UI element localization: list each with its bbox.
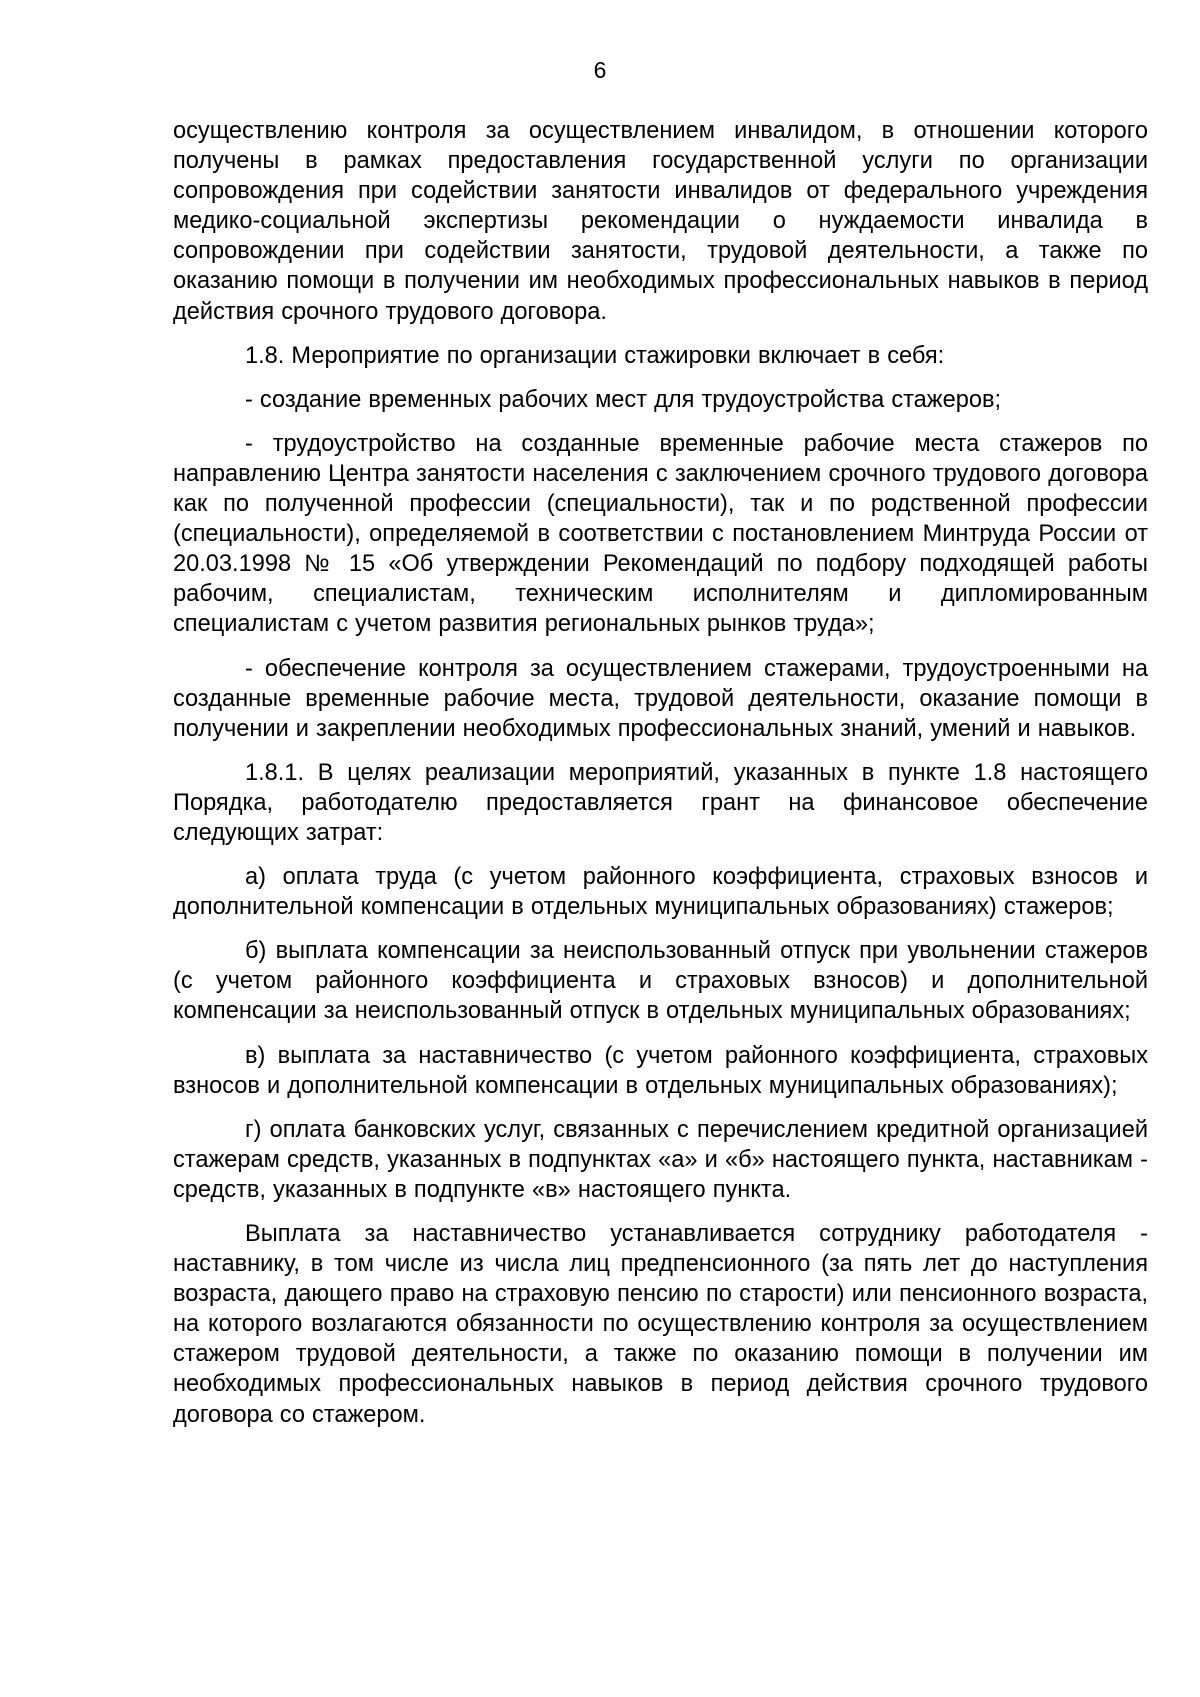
list-item-control: - обеспечение контроля за осуществлением стажерами, трудоустроенными на созданные временные рабочие места, трудовой деятельности, оказание помощи в получении и закреплении необходимых профессиональных знаний, умений и навыков. <box>173 655 1148 742</box>
subitem-a: а) оплата труда (с учетом районного коэффициента, страховых взносов и дополнительной компенсации в отдельных муниципальных образованиях) стажеров; <box>173 864 1148 921</box>
paragraph-mentorship-payment: Выплата за наставничество устанавливается сотруднику работодателя - наставнику, в том числе из числа лиц предпенсионного (за пять лет до наступления возраста, дающего право на страховую пенсию по старости) или пенсионного возраста, на которого возлагаются обязанности по осуществлению контроля за осуществлением стажером трудовой деятельности, а также по оказанию помощи в получении им необходимых профессиональных навыков в период действия срочного трудового договора со стажером. <box>173 1221 1148 1428</box>
subitem-g: г) оплата банковских услуг, связанных с перечислением кредитной организацией стажерам средств, указанных в подпунктах «а» и «б» настоящего пункта, наставникам - средств, указанных в подпункте «в» настоящего пункта. <box>173 1116 1148 1203</box>
document-body <box>173 116 1148 1444</box>
subitem-b: б) выплата компенсации за неиспользованный отпуск при увольнении стажеров (с учетом районного коэффициента и страховых взносов) и дополнительной компенсации за неиспользованный отпуск в отдельных муниципальных образованиях; <box>173 938 1148 1025</box>
paragraph-continuation: осуществлению контроля за осуществлением инвалидом, в отношении которого получены в рамках предоставления государственной услуги по организации сопровождения при содействии занятости инвалидов от федерального учреждения медико-социальной экспертизы рекомендации о нуждаемости инвалида в сопровождении при содействии занятости, трудовой деятельности, а также по оказанию помощи в получении им необходимых профессиональных навыков в период действия срочного трудового договора. <box>173 118 1148 325</box>
subitem-v: в) выплата за наставничество (с учетом районного коэффициента, страховых взносов и дополнительной компенсации в отдельных муниципальных образованиях); <box>173 1042 1148 1099</box>
list-item-create-workplaces: - создание временных рабочих мест для трудоустройства стажеров; <box>245 386 1002 413</box>
paragraph-1-8-1: 1.8.1. В целях реализации мероприятий, указанных в пункте 1.8 настоящего Порядка, работодателю предоставляется грант на финансовое обеспечение следующих затрат: <box>173 759 1148 846</box>
paragraph-1-8: 1.8. Мероприятие по организации стажировки включает в себя: <box>245 342 945 369</box>
list-item-employment: - трудоустройство на созданные временные рабочие места стажеров по направлению Центра занятости населения с заключением срочного трудового договора как по полученной профессии (специальности), так и по родственной профессии (специальности), определяемой в соответствии с постановлением Минтруда России от 20.03.1998 № 15 «Об утверждении Рекомендаций по подбору подходящей работы рабочим, специалистам, техническим исполнителям и дипломированным специалистам с учетом развития региональных рынков труда»; <box>173 430 1148 638</box>
page-number: 6 <box>593 57 607 83</box>
